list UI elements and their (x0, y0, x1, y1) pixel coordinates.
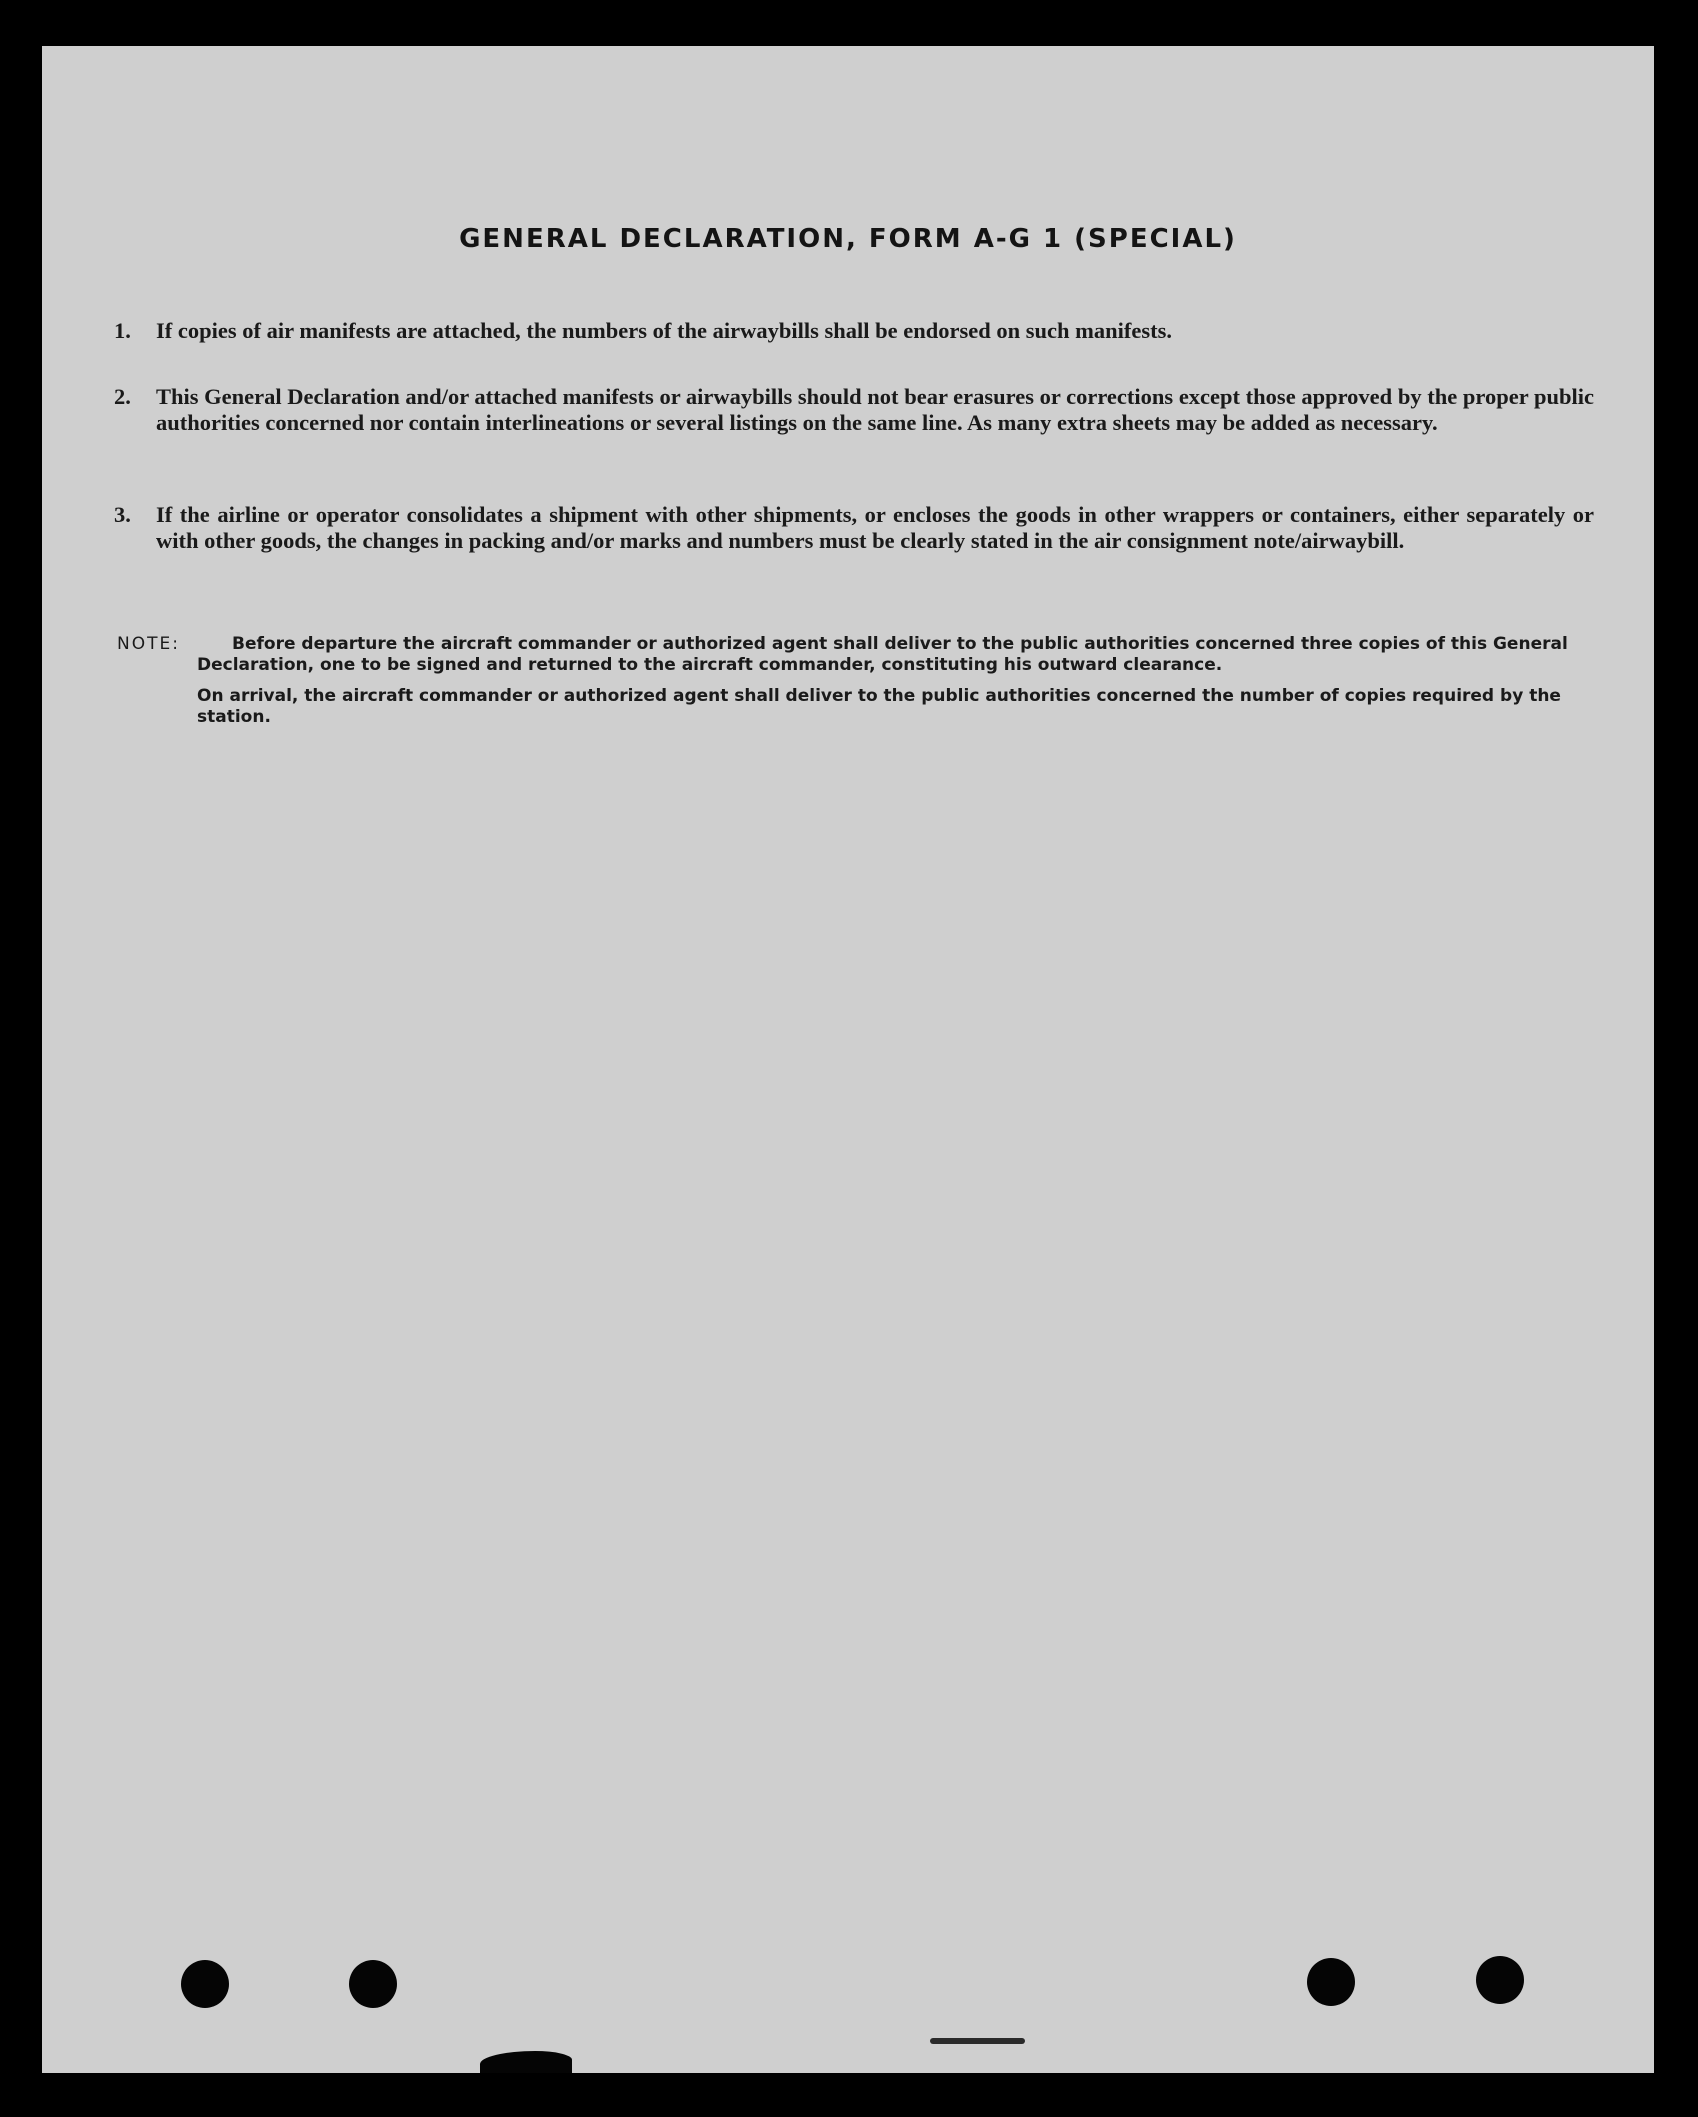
torn-edge-mark (930, 2038, 1025, 2044)
item-number: 1. (114, 318, 131, 343)
item-text: If copies of air manifests are attached, the numbers of the airwaybills shall be endorsed on such manifests. (156, 318, 1173, 343)
item-text: This General Declaration and/or attached manifests or airwaybills should not bear erasures or corrections except those approved by the proper public authorities concerned nor contain interlineations or several listings on the same line. As many extra sheets may be added as necessary. (156, 384, 1594, 435)
punch-hole (1307, 1958, 1355, 2006)
document-page (42, 46, 1654, 2073)
punch-hole (181, 1960, 229, 2008)
note-body (197, 634, 1597, 728)
document-title: GENERAL DECLARATION, FORM A-G 1 (SPECIAL) (459, 224, 1237, 254)
instruction-item (114, 318, 1594, 344)
note-paragraph-departure: Before departure the aircraft commander or authorized agent shall deliver to the public authorities concerned three copies of this General Declaration, one to be signed and returned to the aircraft commander, constituting his outward clearance. (197, 634, 1568, 675)
note-paragraph-arrival: On arrival, the aircraft commander or authorized agent shall deliver to the public authorities concerned the number of copies required by the station. (197, 686, 1561, 727)
instruction-item (114, 502, 1594, 554)
item-text: If the airline or operator consolidates a shipment with other shipments, or encloses the goods in other wrappers or containers, either separately or with other goods, the changes in packing and/or marks and numbers must be clearly stated in the air consignment note/airwaybill. (156, 502, 1594, 553)
punch-hole (1476, 1956, 1524, 2004)
item-number: 3. (114, 502, 131, 527)
note-label: NOTE: (117, 634, 180, 654)
note-section (117, 634, 1597, 728)
torn-edge-mark (480, 2051, 572, 2073)
instruction-item (114, 384, 1594, 436)
item-number: 2. (114, 384, 131, 409)
punch-hole (349, 1960, 397, 2008)
